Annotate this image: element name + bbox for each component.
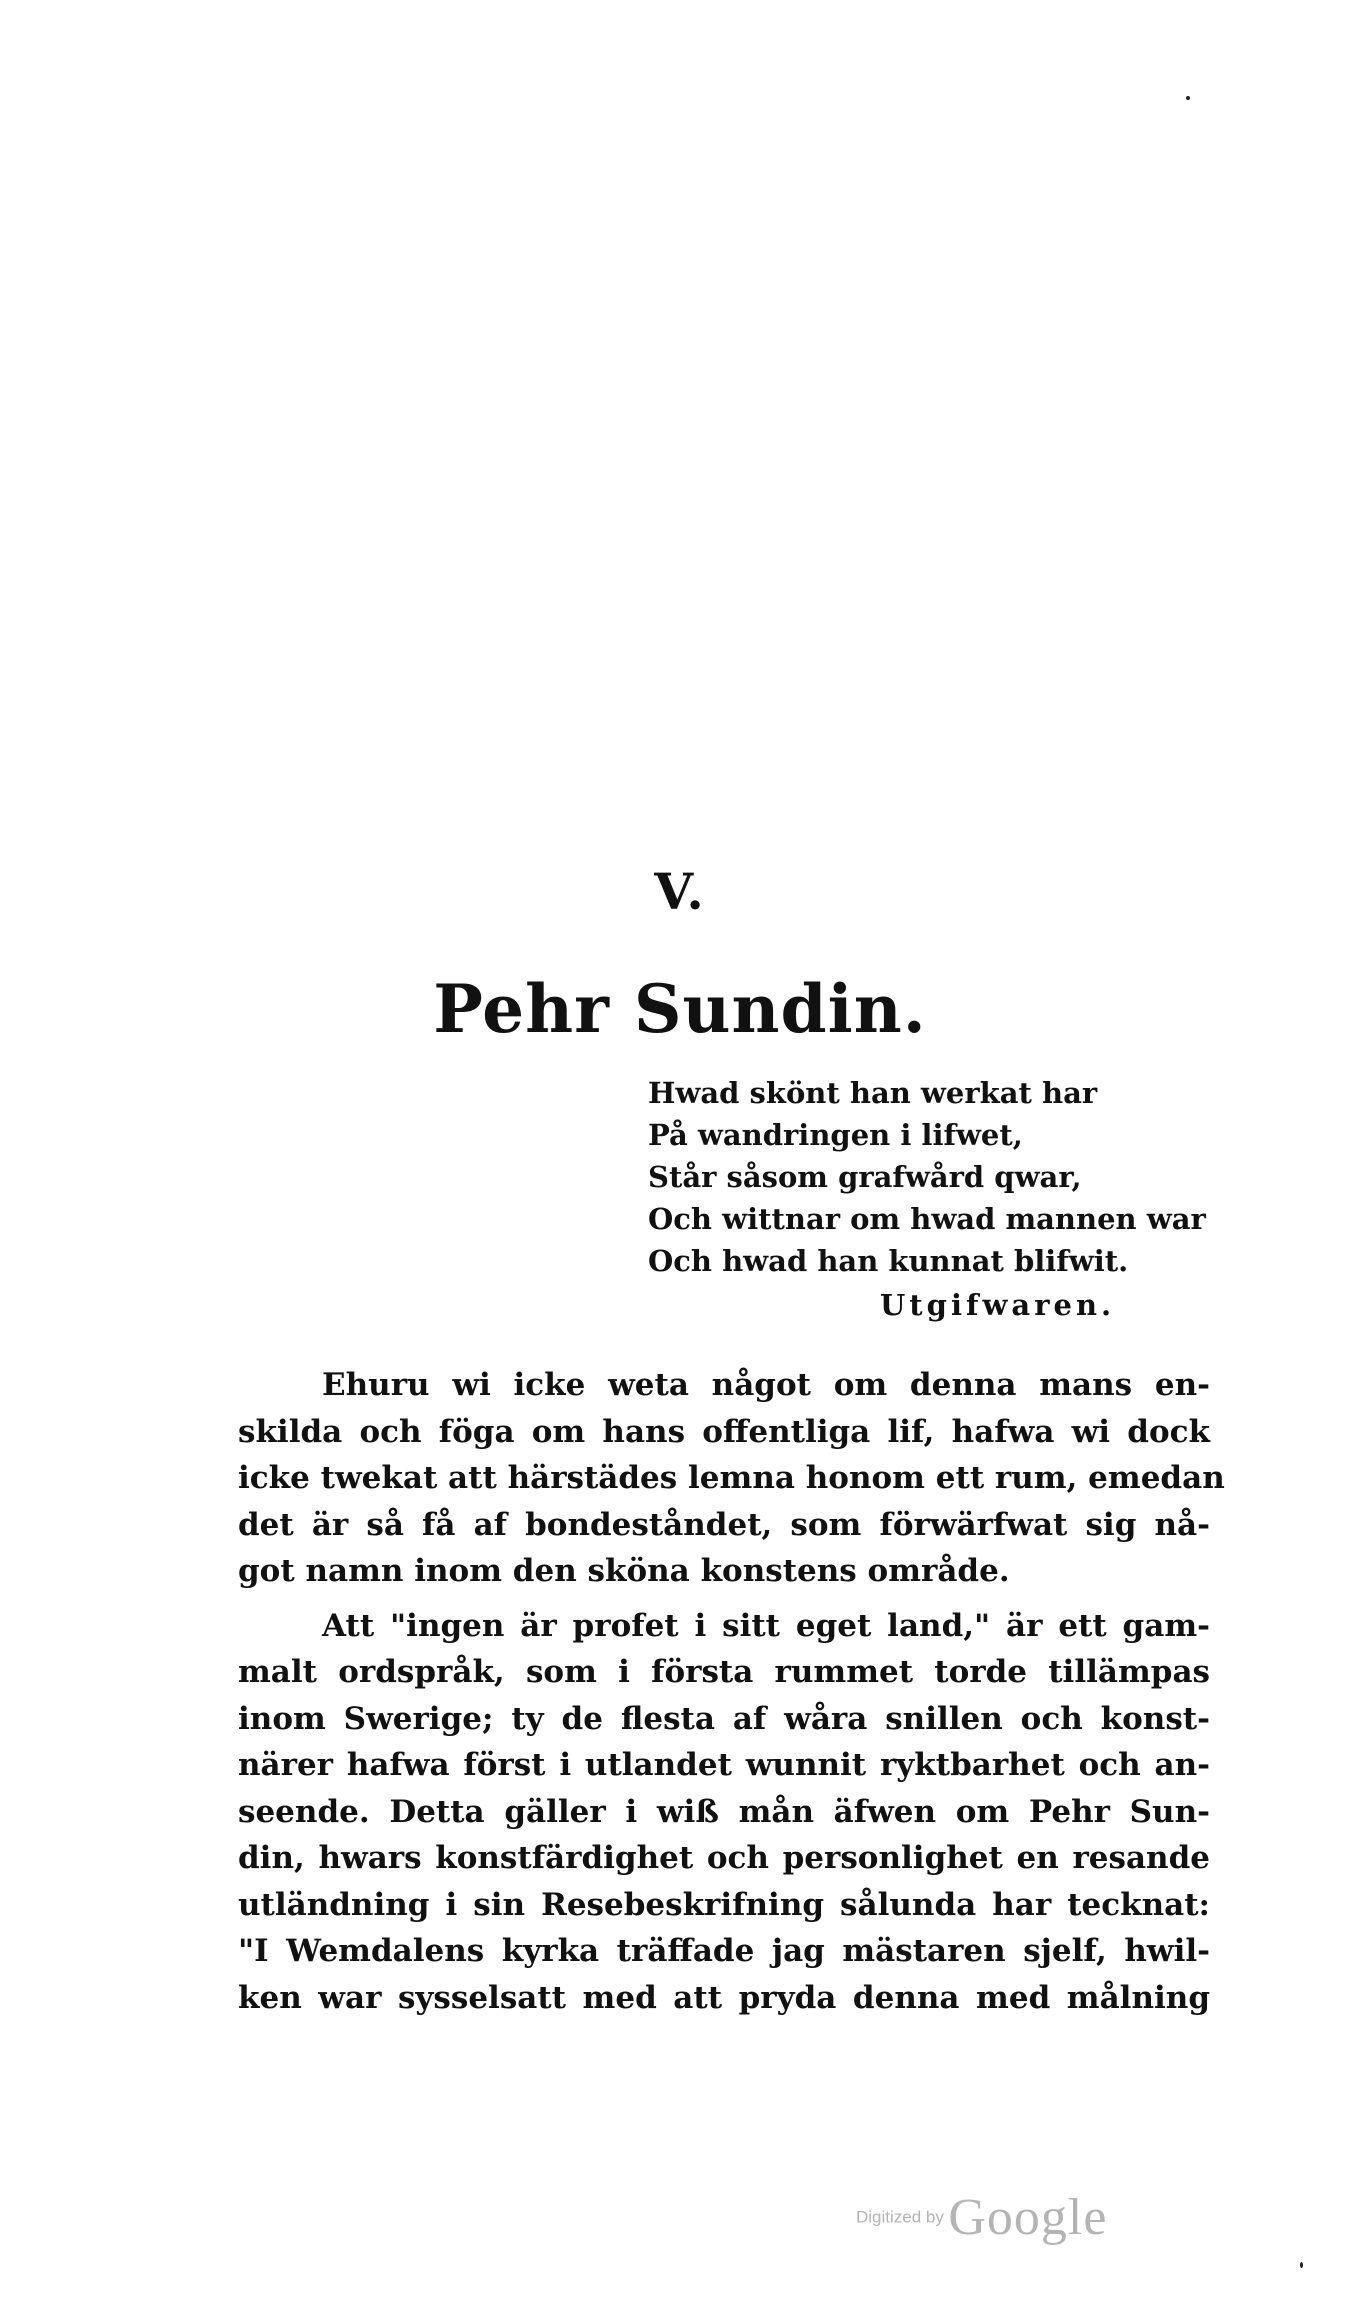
epigraph-line: Hwad skönt han werkat har — [648, 1076, 1098, 1110]
text-line: inom Swerige; ty de flesta af wåra snillen och konst- — [238, 1700, 1210, 1737]
epigraph-line: Står såsom grafwård qwar, — [648, 1160, 1082, 1194]
text-line: got namn inom den sköna konstens område. — [238, 1553, 1010, 1589]
chapter-number: V. — [654, 862, 706, 921]
text-line: det är så få af bondeståndet, som förwärfwat sig nå- — [238, 1506, 1210, 1543]
chapter-title: Pehr Sundin. — [433, 970, 927, 1048]
paragraph — [238, 1362, 1225, 1595]
text-line: utländning i sin Resebeskrifning sålunda har tecknat: — [238, 1886, 1210, 1923]
text-line: din, hwars konstfärdighet och personlighet en resande — [238, 1840, 1210, 1876]
epigraph-line: På wandringen i lifwet, — [648, 1118, 1023, 1152]
epigraph-line: Och hwad han kunnat blifwit. — [648, 1244, 1129, 1278]
text-line: icke twekat att härstädes lemna honom ett rum, emedan — [238, 1460, 1225, 1496]
text-line: malt ordspråk, som i första rummet torde tillämpas — [238, 1654, 1210, 1690]
ink-speck-bottom — [1300, 2262, 1303, 2268]
text-line: seende. Detta gäller i wiß mån äfwen om Pehr Sun- — [238, 1793, 1210, 1830]
epigraph — [648, 1072, 1208, 1282]
watermark-prefix: Digitized by — [856, 2207, 944, 2227]
epigraph-line: Och wittnar om hwad mannen war — [648, 1202, 1206, 1236]
text-line: närer hafwa först i utlandet wunnit ryktbarhet och an- — [238, 1747, 1210, 1783]
epigraph-attribution: Utgifwaren. — [880, 1288, 1116, 1322]
text-line: Ehuru wi icke weta något om denna mans en- — [322, 1367, 1210, 1403]
text-line: ken war sysselsatt med att pryda denna med målning — [238, 1979, 1210, 2016]
text-line: "I Wemdalens kyrka träffade jag mästaren sjelf, hwil- — [238, 1933, 1210, 1969]
text-line: skilda och föga om hans offentliga lif, hafwa wi dock — [238, 1413, 1210, 1450]
ink-speck-top — [1186, 96, 1190, 100]
google-logo: Google — [948, 2189, 1108, 2246]
digitized-by-google-watermark — [856, 2188, 1107, 2247]
body-text — [238, 1362, 1225, 2029]
paragraph — [238, 1603, 1210, 2022]
text-line: Att "ingen är profet i sitt eget land," är ett gam- — [322, 1607, 1210, 1644]
